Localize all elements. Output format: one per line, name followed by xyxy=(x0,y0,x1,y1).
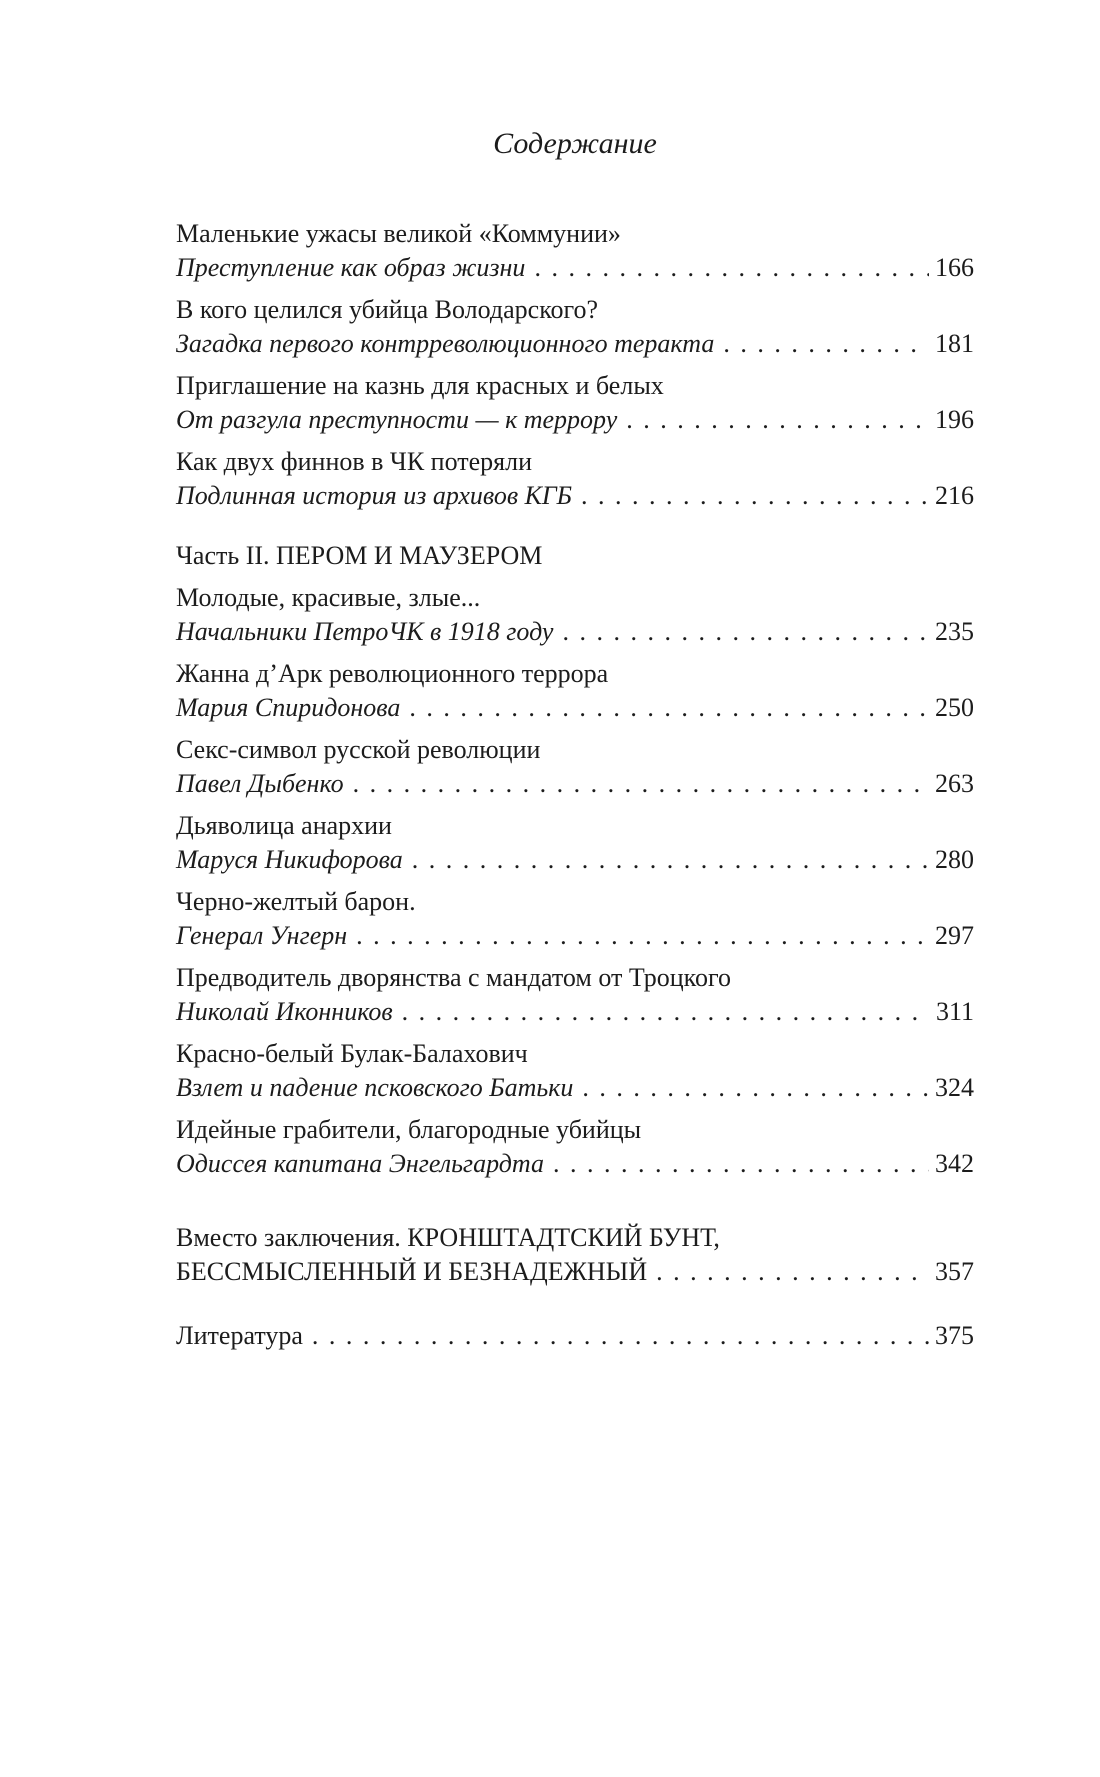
literature-entry xyxy=(176,1319,974,1353)
toc-entry xyxy=(176,369,974,437)
dot-leader xyxy=(617,403,929,437)
page-number: 216 xyxy=(935,481,974,510)
dot-leader xyxy=(393,995,930,1029)
toc-entry xyxy=(176,293,974,361)
chapter-subtitle: Мария Спиридонова xyxy=(176,693,401,722)
contents-title: Содержание xyxy=(493,127,657,160)
conclusion-entry xyxy=(176,1221,974,1289)
toc-entry xyxy=(176,885,974,953)
page-number: 280 xyxy=(935,845,974,874)
chapter-title: Красно-белый Булак-Балахович xyxy=(176,1039,528,1068)
page-number: 263 xyxy=(935,769,974,798)
chapter-subtitle: От разгула преступности — к террору xyxy=(176,405,618,434)
chapter-title: Секс-символ русской революции xyxy=(176,735,541,764)
chapter-subtitle: Подлинная история из архивов КГБ xyxy=(176,481,572,510)
chapter-title: Молодые, красивые, злые... xyxy=(176,583,481,612)
chapter-subtitle: Маруся Никифорова xyxy=(176,845,403,874)
part-heading: Часть II. ПЕРОМ И МАУЗЕРОМ xyxy=(176,541,543,570)
toc-entry xyxy=(176,445,974,513)
page-number: 250 xyxy=(935,693,974,722)
chapter-title: Маленькие ужасы великой «Коммунии» xyxy=(176,219,621,248)
conclusion-line2: БЕССМЫСЛЕННЫЙ И БЕЗНАДЕЖНЫЙ xyxy=(176,1257,648,1286)
chapter-title: В кого целился убийца Володарского? xyxy=(176,295,599,324)
chapter-title: Предводитель дворянства с мандатом от Троцкого xyxy=(176,963,732,992)
toc-entry xyxy=(176,733,974,801)
page-number: 311 xyxy=(935,997,974,1026)
literature-label: Литература xyxy=(176,1321,303,1350)
chapter-subtitle: Взлет и падение псковского Батьки xyxy=(176,1073,574,1102)
dot-leader xyxy=(553,615,929,649)
toc-entry xyxy=(176,657,974,725)
dot-leader xyxy=(647,1255,929,1289)
chapter-title: Жанна д’Арк революционного террора xyxy=(176,659,609,688)
chapter-subtitle: Николай Иконников xyxy=(176,997,393,1026)
dot-leader xyxy=(525,251,929,285)
toc-entry xyxy=(176,1113,974,1181)
chapter-subtitle: Начальники ПетроЧК в 1918 году xyxy=(176,617,554,646)
dot-leader xyxy=(573,1071,929,1105)
dot-leader xyxy=(347,919,929,953)
page-number: 375 xyxy=(935,1321,974,1350)
page-number: 166 xyxy=(935,253,974,282)
chapter-subtitle: Загадка первого контрреволюционного теракта xyxy=(176,329,715,358)
chapter-subtitle: Павел Дыбенко xyxy=(176,769,344,798)
dot-leader xyxy=(400,691,929,725)
page-number: 297 xyxy=(935,921,974,950)
dot-leader xyxy=(714,327,929,361)
toc-entry xyxy=(176,961,974,1029)
chapter-title: Черно-желтый барон. xyxy=(176,887,416,916)
toc-entry xyxy=(176,809,974,877)
page-number: 357 xyxy=(935,1257,974,1286)
dot-leader xyxy=(544,1147,929,1181)
page-number: 181 xyxy=(935,329,974,358)
chapter-subtitle: Генерал Унгерн xyxy=(176,921,348,950)
toc-entry xyxy=(176,581,974,649)
page-number: 324 xyxy=(935,1073,974,1102)
chapter-title: Дьяволица анархии xyxy=(176,811,392,840)
dot-leader xyxy=(303,1319,929,1353)
chapter-subtitle: Одиссея капитана Энгельгардта xyxy=(176,1149,544,1178)
dot-leader xyxy=(572,479,929,513)
chapter-title: Как двух финнов в ЧК потеряли xyxy=(176,447,532,476)
conclusion-line1: Вместо заключения. КРОНШТАДТСКИЙ БУНТ, xyxy=(176,1223,720,1252)
dot-leader xyxy=(344,767,929,801)
page-number: 342 xyxy=(935,1149,974,1178)
chapter-title: Приглашение на казнь для красных и белых xyxy=(176,371,664,400)
toc-entry xyxy=(176,217,974,285)
page-number: 235 xyxy=(935,617,974,646)
toc-entry xyxy=(176,1037,974,1105)
chapter-title: Идейные грабители, благородные убийцы xyxy=(176,1115,642,1144)
chapter-subtitle: Преступление как образ жизни xyxy=(176,253,526,282)
page-number: 196 xyxy=(935,405,974,434)
dot-leader xyxy=(403,843,929,877)
